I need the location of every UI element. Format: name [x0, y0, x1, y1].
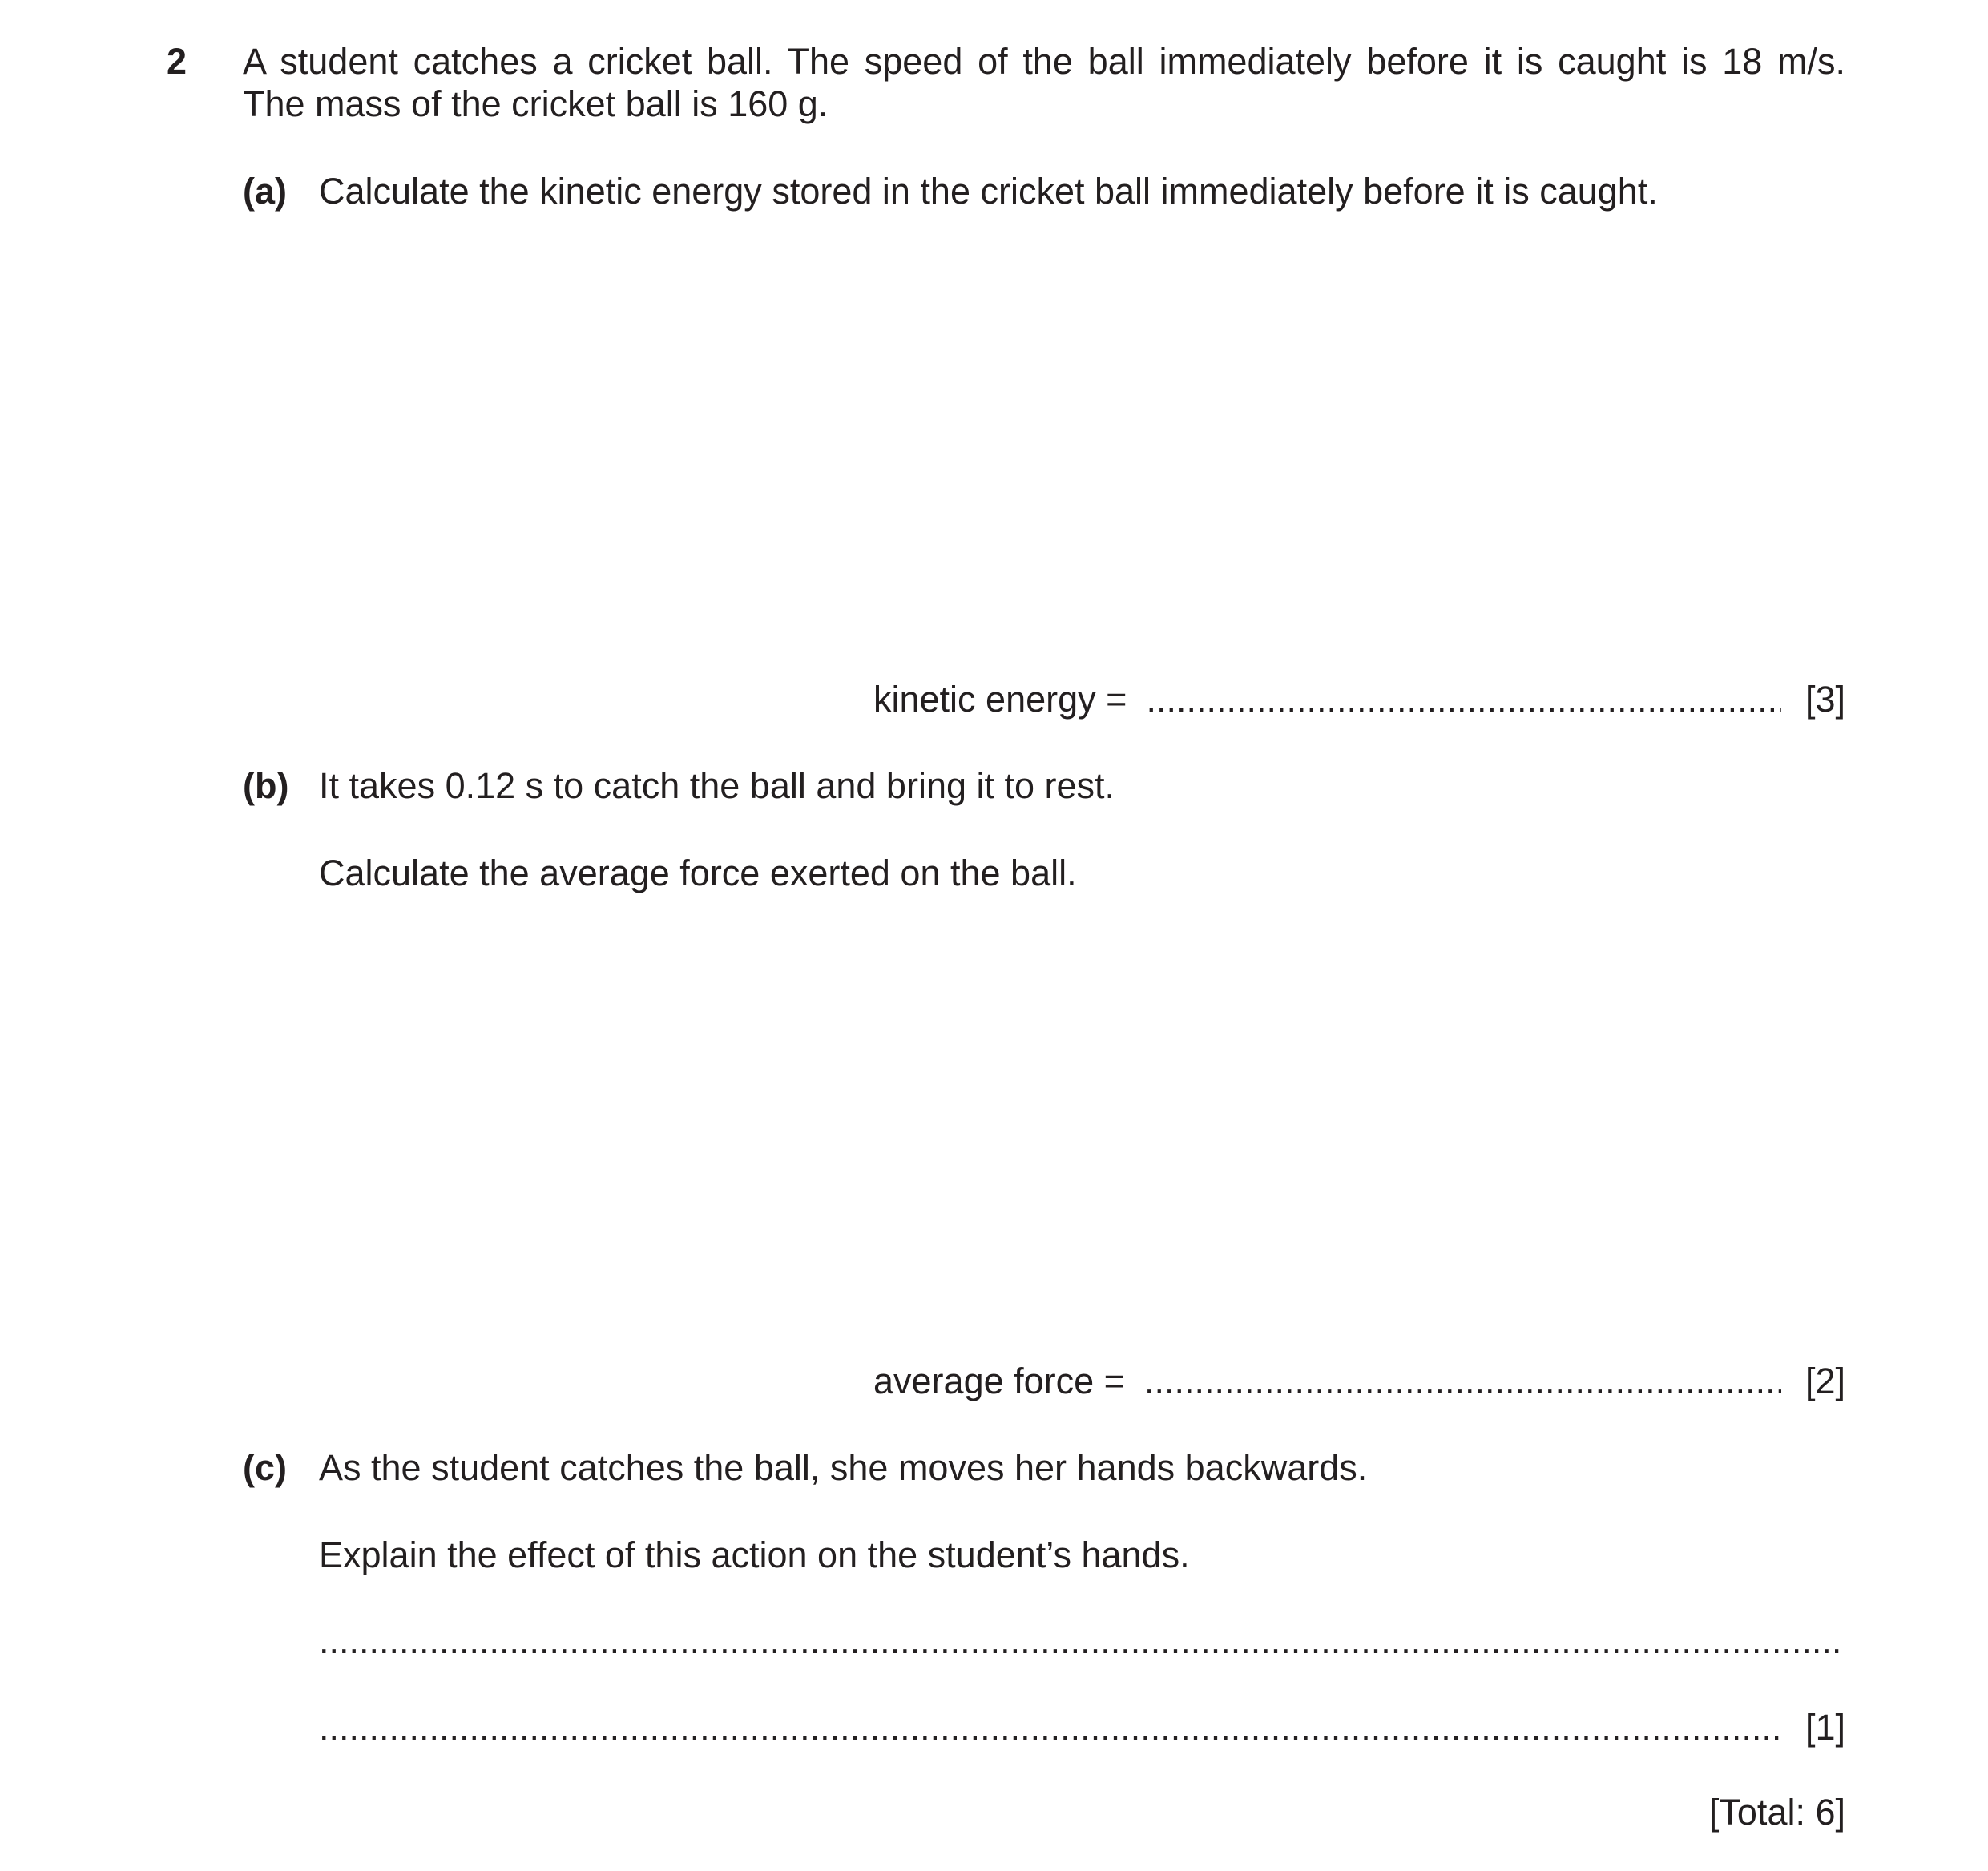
- part-c-question-1: As the student catches the ball, she moves her hands backwards.: [319, 1447, 1368, 1488]
- part-b-answer-line[interactable]: [1144, 1360, 1781, 1403]
- part-b-question-2: Calculate the average force exerted on the ball.: [319, 853, 1077, 893]
- part-c-marks: [1]: [1805, 1707, 1845, 1748]
- part-b-marks: [2]: [1805, 1361, 1845, 1401]
- question-stem-line-1: A student catches a cricket ball. The speed of the ball immediately before it is caught is 18 m/s.: [243, 41, 1845, 82]
- part-c-answer-line-2-row: [319, 1706, 1845, 1749]
- question-stem-line-2: The mass of the cricket ball is 160 g.: [243, 83, 829, 124]
- question-number: 2: [167, 41, 188, 82]
- part-c-question-2: Explain the effect of this action on the student’s hands.: [319, 1534, 1190, 1575]
- total-marks: [Total: 6]: [1708, 1792, 1845, 1833]
- part-c-answer-dots-1[interactable]: [319, 1619, 1845, 1663]
- part-b-answer-label: average force =: [873, 1361, 1125, 1401]
- part-b-answer-row: [873, 1360, 1845, 1403]
- part-c-answer-dots-2[interactable]: [319, 1706, 1781, 1749]
- part-c-answer-line-1[interactable]: [319, 1619, 1845, 1663]
- part-a-question: Calculate the kinetic energy stored in the cricket ball immediately before it is caught.: [319, 171, 1658, 212]
- part-b-question-1: It takes 0.12 s to catch the ball and bring it to rest.: [319, 765, 1115, 806]
- part-a-answer-row: [873, 678, 1845, 721]
- part-b-label: (b): [243, 765, 289, 806]
- part-a-marks: [3]: [1805, 679, 1845, 720]
- part-a-answer-label: kinetic energy =: [873, 679, 1127, 720]
- part-a-label: (a): [243, 171, 287, 212]
- part-a-answer-line[interactable]: [1146, 678, 1781, 721]
- part-c-label: (c): [243, 1447, 287, 1488]
